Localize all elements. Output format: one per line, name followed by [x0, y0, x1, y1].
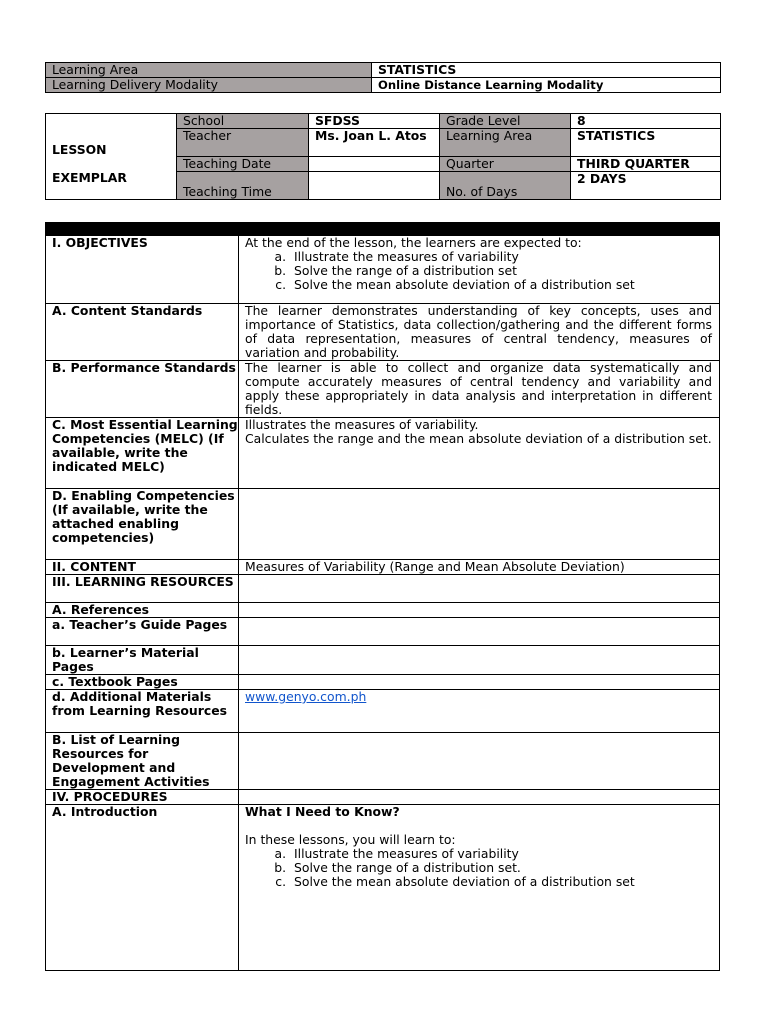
enabling-text	[239, 489, 720, 560]
content-standards-text: The learner demonstrates understanding of key concepts, uses and importance of Statistics, data collection/gathering and the different forms of data representation, measures of central tendency, measures of variation and probability.	[239, 304, 720, 361]
days-value: 2 DAYS	[571, 172, 721, 200]
teacher-value: Ms. Joan L. Atos	[309, 129, 440, 157]
learning-area-label-2: Learning Area	[440, 129, 571, 157]
school-value: SFDSS	[309, 114, 440, 129]
days-label: No. of Days	[440, 172, 571, 200]
melc-line-1: Illustrates the measures of variability.	[245, 417, 479, 432]
melc-line-2: Calculates the range and the mean absolute deviation of a distribution set.	[245, 431, 712, 446]
performance-standards-label: B. Performance Standards	[46, 361, 239, 418]
teaching-date-value	[309, 157, 440, 172]
list-resources-label: B. List of Learning Resources for Development and Engagement Activities	[46, 733, 239, 790]
genyo-link[interactable]: www.genyo.com.ph	[245, 689, 367, 704]
quarter-value: THIRD QUARTER	[571, 157, 721, 172]
procedures-value	[239, 790, 720, 805]
list-item: c. Solve the mean absolute deviation of a distribution set	[290, 278, 712, 292]
exemplar-word: EXEMPLAR	[52, 170, 127, 185]
learners-material-label: b. Learner’s Material Pages	[46, 646, 239, 675]
teachers-guide-value	[239, 618, 720, 646]
introduction-label: A. Introduction	[46, 805, 239, 971]
references-value	[239, 603, 720, 618]
learning-resources-value	[239, 575, 720, 603]
grade-level-label: Grade Level	[440, 114, 571, 129]
references-label: A. References	[46, 603, 239, 618]
objectives-intro: At the end of the lesson, the learners are expected to:	[245, 235, 582, 250]
teachers-guide-label: a. Teacher’s Guide Pages	[46, 618, 239, 646]
delivery-modality-label: Learning Delivery Modality	[46, 78, 372, 93]
teaching-time-label: Teaching Time	[177, 172, 309, 200]
quarter-label: Quarter	[440, 157, 571, 172]
objectives-label: I. OBJECTIVES	[46, 236, 239, 304]
list-item: b. Solve the range of a distribution set.	[290, 861, 712, 875]
content-label: II. CONTENT	[46, 560, 239, 575]
learning-resources-label: III. LEARNING RESOURCES	[46, 575, 239, 603]
learning-area-label: Learning Area	[46, 63, 372, 78]
procedures-label: IV. PROCEDURES	[46, 790, 239, 805]
textbook-pages-label: c. Textbook Pages	[46, 675, 239, 690]
additional-materials-cell	[239, 690, 720, 733]
enabling-label: D. Enabling Competencies (If available, write the attached enabling competencies)	[46, 489, 239, 560]
content-text: Measures of Variability (Range and Mean Absolute Deviation)	[239, 560, 720, 575]
teacher-label: Teacher	[177, 129, 309, 157]
what-i-need-to-know-heading: What I Need to Know?	[245, 804, 400, 819]
black-header-bar	[46, 223, 720, 236]
lesson-info-table	[45, 113, 721, 200]
grade-level-value: 8	[571, 114, 721, 129]
additional-materials-label: d. Additional Materials from Learning Resources	[46, 690, 239, 733]
content-standards-label: A. Content Standards	[46, 304, 239, 361]
list-item: c. Solve the mean absolute deviation of a distribution set	[290, 875, 712, 889]
teaching-time-value	[309, 172, 440, 200]
lesson-word: LESSON	[52, 142, 107, 157]
teaching-date-label: Teaching Date	[177, 157, 309, 172]
melc-label: C. Most Essential Learning Competencies (MELC) (If available, write the indicated MELC)	[46, 418, 239, 489]
list-item: a. Illustrate the measures of variability	[290, 250, 712, 264]
list-item: a. Illustrate the measures of variability	[290, 847, 712, 861]
learning-area-value-2: STATISTICS	[571, 129, 721, 157]
objectives-list	[245, 250, 712, 292]
header-table	[45, 62, 721, 93]
learners-material-value	[239, 646, 720, 675]
learning-area-value: STATISTICS	[372, 63, 721, 78]
melc-cell	[239, 418, 720, 489]
list-resources-value	[239, 733, 720, 790]
textbook-pages-value	[239, 675, 720, 690]
delivery-modality-value: Online Distance Learning Modality	[372, 78, 721, 93]
lesson-plan-table	[45, 222, 720, 971]
lesson-exemplar-title	[46, 114, 177, 200]
introduction-cell	[239, 805, 720, 971]
introduction-list	[245, 847, 712, 889]
objectives-cell	[239, 236, 720, 304]
introduction-lead: In these lessons, you will learn to:	[245, 832, 456, 847]
performance-standards-text: The learner is able to collect and organize data systematically and compute accurately measures of central tendency and variability and apply these appropriately in data analysis and interpretation in different fields.	[239, 361, 720, 418]
list-item: b. Solve the range of a distribution set	[290, 264, 712, 278]
school-label: School	[177, 114, 309, 129]
